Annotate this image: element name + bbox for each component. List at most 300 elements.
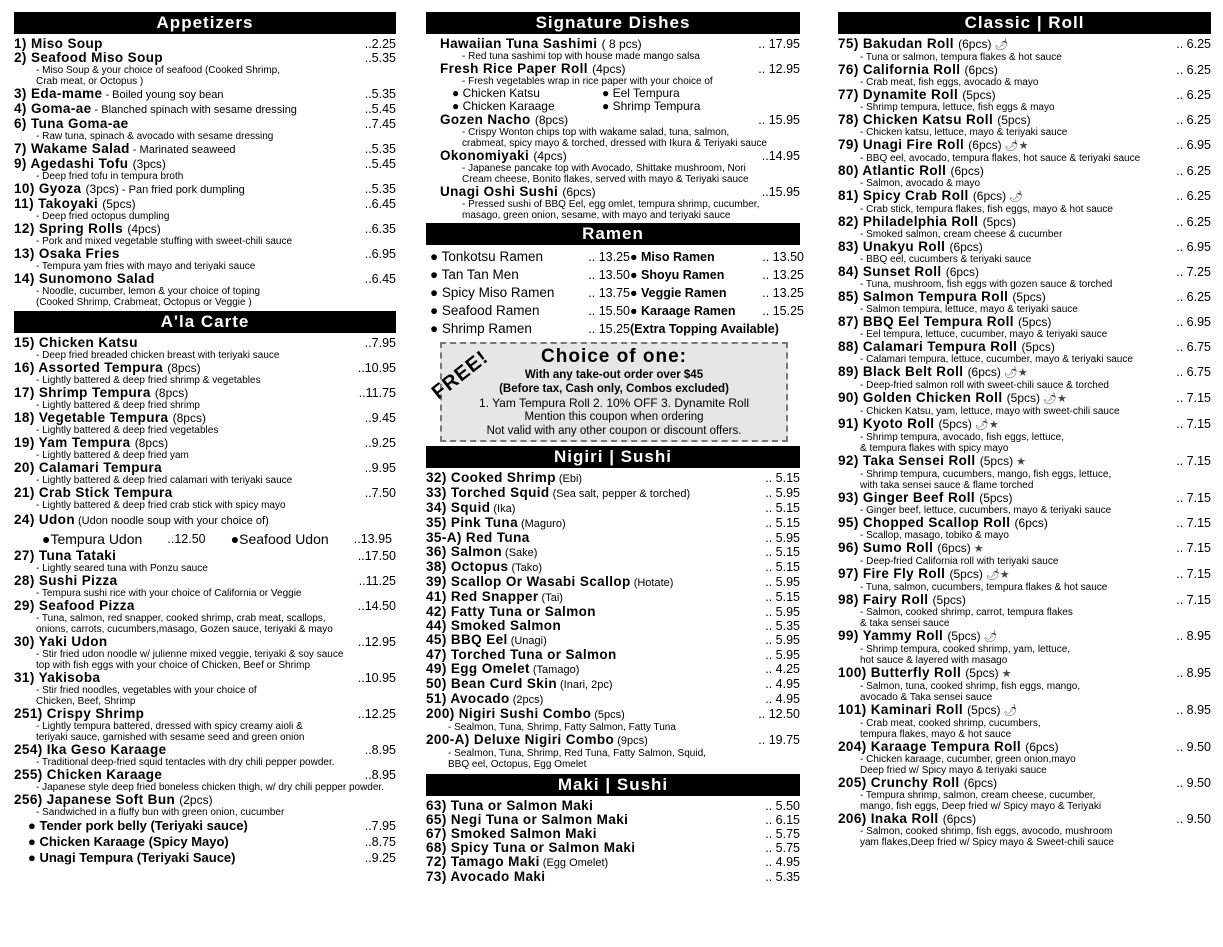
- item-description: - Lightly battered & deep fried crab stick with spicy mayo: [36, 500, 286, 511]
- item-line: [426, 855, 800, 870]
- menu-item: [426, 486, 800, 501]
- item-price: .. 7.15: [1176, 454, 1211, 468]
- item-line: [426, 619, 800, 633]
- item-title: 9) Agedashi Tofu (3pcs): [14, 156, 166, 171]
- item-name: Butterfly Roll: [870, 665, 962, 680]
- section-header-signature: Signature Dishes: [426, 12, 800, 34]
- item-number: 20: [14, 460, 30, 475]
- item-price: ..7.95: [364, 336, 396, 350]
- item-price: .. 6.95: [1176, 138, 1211, 152]
- coupon-line-2: (Before tax, Cash only, Combos excluded): [499, 383, 729, 395]
- item-number: 28: [14, 573, 30, 588]
- item-name: Gyoza: [38, 181, 82, 196]
- item-price: ..6.45: [364, 272, 396, 286]
- menu-item: [426, 62, 800, 87]
- item-name: Japanese Soft Bun: [46, 792, 176, 807]
- item-description: - Tempura shrimp, salmon, cream cheese, cucumber, mango, fish eggs, Deep fried w/ Spicy mayo & Teriyaki: [860, 790, 1102, 812]
- item-name: Philadelphia Roll: [862, 214, 979, 229]
- item-number: 49: [426, 661, 442, 676]
- item-title: 49) Egg Omelet: [426, 661, 530, 676]
- column-2: [426, 12, 804, 884]
- menu-item: [426, 707, 800, 733]
- item-line: [838, 189, 1211, 204]
- item-line: [838, 265, 1211, 279]
- item-name: Calamari Tempura Roll: [862, 339, 1018, 354]
- item-description: - Salmon, cooked shrimp, carrot, tempura flakes & taka sensei sauce: [860, 607, 1073, 629]
- menu-item: [838, 567, 1211, 593]
- item-price: ..5.45: [364, 157, 396, 171]
- item-title: 89) Black Belt Roll (6pcs): [838, 364, 1001, 379]
- item-number: 34: [426, 500, 442, 515]
- item-line: [838, 776, 1211, 790]
- item-price: ..11.25: [358, 574, 396, 588]
- item-description: - Tuna or salmon, tempura flakes & hot sauce: [860, 52, 1062, 63]
- item-name: Fatty Tuna or Salmon: [450, 604, 596, 619]
- item-title: 206) Inaka Roll (6pcs): [838, 811, 977, 826]
- item-line: [440, 37, 800, 51]
- menu-item: [14, 272, 396, 308]
- ramen-price: .. 15.25: [588, 322, 630, 336]
- item-title: 4) Goma-ae: [14, 101, 92, 116]
- item-line: [14, 599, 396, 613]
- item-line: [426, 531, 800, 545]
- item-name: Agedashi Tofu: [30, 156, 129, 171]
- item-number: 77: [838, 87, 854, 102]
- item-title: 80) Atlantic Roll (6pcs): [838, 163, 984, 178]
- item-quantity: (5pcs): [979, 454, 1014, 468]
- item-name: California Roll: [862, 62, 961, 77]
- spicy-star-icon: ★: [1001, 668, 1012, 680]
- item-line: [838, 812, 1211, 826]
- item-name: Shrimp Tempura: [38, 385, 151, 400]
- item-number: 63: [426, 798, 442, 813]
- item-description: - Noodle, cucumber, lemon & your choice of toping (Cooked Shrimp, Crabmeat, Octopus or Veggie ): [36, 286, 261, 308]
- item-name: Cooked Shrimp: [450, 470, 556, 485]
- item-line: [838, 567, 1211, 582]
- item-line: [14, 87, 396, 102]
- item-description: - Eel tempura, lettuce, cucumber, mayo & teriyaki sauce: [860, 329, 1108, 340]
- item-price: .. 7.15: [1176, 541, 1211, 555]
- spicy-star-icon: 🌶★: [1043, 393, 1067, 405]
- item-note: - Boiled young soy bean: [105, 89, 224, 101]
- menu-item: [838, 365, 1211, 391]
- item-description: - Chicken katsu, lettuce, mayo & teriyaki sauce: [860, 127, 1068, 138]
- item-description: - Salmon tempura, lettuce, mayo & teriyaki sauce: [860, 304, 1078, 315]
- item-price: ..11.75: [358, 386, 396, 400]
- ramen-name: ● Miso Ramen: [630, 250, 715, 264]
- item-description: - Tuna, salmon, red snapper, cooked shrimp, crab meat, scallops, onions, carrots, cucumbers,masago, Gozen sauce, teriyaki & mayo: [36, 613, 333, 635]
- item-price: .. 7.15: [1176, 516, 1211, 530]
- item-line: [14, 117, 396, 131]
- item-number: 254: [14, 742, 38, 757]
- item-quantity: (5pcs): [1018, 315, 1052, 329]
- item-price: ..2.25: [364, 37, 396, 51]
- item-line: [14, 635, 396, 649]
- bun-name: ● Chicken Karaage (Spicy Mayo): [28, 834, 229, 849]
- item-line: [14, 336, 396, 350]
- item-number: 19: [14, 435, 30, 450]
- menu-item: [14, 768, 396, 793]
- item-line: [426, 799, 800, 813]
- menu-item: [426, 531, 800, 545]
- item-price: .. 5.15: [765, 501, 800, 515]
- item-title: 32) Cooked Shrimp: [426, 470, 556, 485]
- item-quantity: (6pcs): [972, 189, 1007, 203]
- item-number: 251: [14, 706, 38, 721]
- item-line: [838, 593, 1211, 607]
- ramen-item: [630, 284, 804, 302]
- item-line: [838, 138, 1211, 153]
- item-number: 36: [426, 544, 442, 559]
- item-name: Goma-ae: [30, 101, 92, 116]
- item-title: 12) Spring Rolls (4pcs): [14, 221, 161, 236]
- item-price: .. 6.75: [1176, 365, 1211, 379]
- item-price: .. 5.15: [765, 471, 800, 485]
- section-header-nigiri: Nigiri | Sushi: [426, 446, 800, 468]
- item-price: .. 6.25: [1176, 189, 1211, 203]
- section-header-alacarte: A'la Carte: [14, 311, 396, 333]
- spicy-star-icon: 🌶★: [1004, 140, 1029, 152]
- item-note: (2pcs): [512, 694, 544, 706]
- menu-item: [838, 164, 1211, 189]
- item-title: 251) Crispy Shrimp: [14, 706, 145, 721]
- menu-item: [14, 117, 396, 142]
- item-title: 200-A) Deluxe Nigiri Combo: [426, 732, 615, 747]
- menu-item: [426, 855, 800, 870]
- menu-item: [14, 671, 396, 707]
- item-title: [440, 149, 567, 163]
- item-title: 205) Crunchy Roll (6pcs): [838, 775, 998, 790]
- item-price: .. 7.15: [1176, 491, 1211, 505]
- item-number: 200: [426, 706, 450, 721]
- item-title: 13) Osaka Fries: [14, 246, 120, 261]
- menu-item: [14, 707, 396, 743]
- item-title: 31) Yakisoba: [14, 670, 101, 685]
- item-name: Udon: [38, 512, 75, 527]
- item-quantity: (5pcs): [965, 666, 999, 680]
- item-line: [14, 743, 396, 757]
- item-name: Kyoto Roll: [862, 416, 935, 431]
- menu-item: [426, 516, 800, 531]
- item-line: [426, 545, 800, 560]
- coupon-line-5: Not valid with any other coupon or discount offers.: [486, 425, 742, 437]
- item-note: (Sake): [505, 547, 538, 559]
- item-line: [426, 841, 800, 855]
- item-line: [838, 703, 1211, 718]
- item-title: 75) Bakudan Roll (6pcs): [838, 36, 992, 51]
- item-title: 10) Gyoza (3pcs): [14, 181, 119, 196]
- item-price: ..5.35: [364, 182, 396, 196]
- item-description: - Traditional deep-fried squid tentacles with dry chili pepper powder.: [36, 757, 335, 768]
- item-title: 81) Spicy Crab Roll (6pcs): [838, 188, 1007, 203]
- item-description: - Shrimp tempura, cucumbers, mango, fish eggs, lettuce, with taka sensei sauce & flame torched: [860, 469, 1112, 491]
- item-number: 31: [14, 670, 30, 685]
- section-header-classic-roll: Classic | Roll: [838, 12, 1211, 34]
- menu-item: [838, 666, 1211, 703]
- rice-paper-option: ● Eel Tempura: [602, 86, 680, 100]
- item-number: 2: [14, 50, 22, 65]
- item-title: 84) Sunset Roll (6pcs): [838, 264, 980, 279]
- item-name: Black Belt Roll: [862, 364, 964, 379]
- item-line: [426, 648, 800, 662]
- ramen-item: [630, 248, 804, 266]
- item-price: .. 7.25: [1176, 265, 1211, 279]
- item-note: (9pcs): [617, 735, 648, 747]
- item-number: 51: [426, 691, 442, 706]
- item-name: Seafood Miso Soup: [30, 50, 164, 65]
- item-description: - Raw tuna, spinach & avocado with sesame dressing: [36, 131, 274, 142]
- item-price: .. 7.15: [1176, 417, 1211, 431]
- spicy-star-icon: ★: [1016, 456, 1026, 468]
- item-title: 27) Tuna Tataki: [14, 548, 117, 563]
- item-quantity: (8pcs): [172, 411, 206, 425]
- menu-item: [426, 692, 800, 707]
- item-title: 256) Japanese Soft Bun (2pcs): [14, 792, 213, 807]
- udon-option-tempura: ●Tempura Udon: [42, 531, 143, 547]
- item-description: - Tuna, salmon, cucumbers, tempura flakes & hot sauce: [860, 582, 1108, 593]
- ramen-item: [630, 302, 804, 320]
- item-name: Sunset Roll: [862, 264, 942, 279]
- item-line: [838, 391, 1211, 406]
- item-price: .. 9.50: [1176, 776, 1211, 790]
- item-name: BBQ Eel Tempura Roll: [862, 314, 1014, 329]
- item-title: 82) Philadelphia Roll (5pcs): [838, 214, 1016, 229]
- item-price: .. 6.25: [1176, 37, 1211, 51]
- item-price: .. 6.25: [1176, 113, 1211, 127]
- item-name: Karaage Tempura Roll: [870, 739, 1022, 754]
- item-number: 10: [14, 181, 30, 196]
- item-description: - Japanese pancake top with Avocado, Shittake mushroom, Nori Cream cheese, Bonito flakes, served with mayo & Teriyaki sauce: [462, 163, 749, 185]
- menu-item: [14, 157, 396, 182]
- menu-item: [426, 149, 800, 185]
- item-quantity: (4pcs): [592, 62, 626, 76]
- item-number: 256: [14, 792, 38, 807]
- menu-item: [426, 575, 800, 590]
- item-name: Vegetable Tempura: [38, 410, 169, 425]
- item-description: - Salmon, tuna, cooked shrimp, fish eggs, mango, avocado & Taka sensei sauce: [860, 681, 1081, 703]
- ramen-price: .. 13.50: [762, 250, 804, 264]
- menu-item: [14, 37, 396, 51]
- item-line: [14, 436, 396, 450]
- ramen-item: [630, 266, 804, 284]
- ramen-name: ● Veggie Ramen: [630, 286, 727, 300]
- item-price: .. 8.95: [1176, 629, 1211, 643]
- item-price: .. 6.95: [1176, 315, 1211, 329]
- item-description: - Crab meat, fish eggs, avocado & mayo: [860, 77, 1039, 88]
- item-line: [14, 411, 396, 425]
- spicy-star-icon: 🌶: [1003, 705, 1018, 717]
- item-title: 72) Tamago Maki: [426, 854, 540, 869]
- bun-option: [14, 850, 396, 866]
- item-note: (Sea salt, pepper & torched): [552, 488, 691, 500]
- item-title: 45) BBQ Eel: [426, 632, 508, 647]
- item-name: Sumo Roll: [862, 540, 934, 555]
- item-line: [14, 142, 396, 157]
- item-name: Tuna Tataki: [38, 548, 117, 563]
- alacarte-list-2: [14, 549, 396, 818]
- item-description: - Miso Soup & your choice of seafood (Cooked Shrimp, Crab meat, or Octopus ): [36, 65, 281, 87]
- item-number: 44: [426, 618, 442, 633]
- item-number: 35: [426, 515, 442, 530]
- item-title: 3) Eda-mame: [14, 86, 103, 101]
- item-name: Spicy Crab Roll: [862, 188, 969, 203]
- item-number: 6: [14, 116, 22, 131]
- item-name: Smoked Salmon: [450, 618, 562, 633]
- item-title: 76) California Roll (6pcs): [838, 62, 998, 77]
- item-number: 78: [838, 112, 854, 127]
- item-note: (Tako): [511, 562, 542, 574]
- item-title: 79) Unagi Fire Roll (6pcs): [838, 137, 1002, 152]
- item-quantity: (6pcs): [968, 138, 1002, 152]
- coupon-title: Choice of one:: [541, 346, 687, 367]
- item-name: Salmon: [450, 544, 503, 559]
- item-title: 47) Torched Tuna or Salmon: [426, 647, 617, 662]
- item-description: - Crispy Wonton chips top with wakame salad, tuna, salmon, crabmeat, spicy mayo & torched, dressed with Ikura & Teriyaki sauce: [462, 127, 767, 149]
- item-number: 100: [838, 665, 862, 680]
- menu-item: [14, 793, 396, 818]
- menu-item: [838, 138, 1211, 164]
- item-price: .. 6.75: [1176, 340, 1211, 354]
- item-price: .. 4.95: [765, 855, 800, 869]
- item-price: ..14.95: [761, 149, 800, 163]
- menu-item: [838, 315, 1211, 340]
- item-name: Seafood Pizza: [38, 598, 135, 613]
- item-note: (Unagi): [510, 635, 547, 647]
- coupon-free-label: FREE!: [427, 346, 493, 404]
- item-name: Octopus: [450, 559, 509, 574]
- menu-item: [838, 812, 1211, 848]
- item-quantity: (6pcs): [958, 37, 992, 51]
- item-number: 80: [838, 163, 854, 178]
- menu-item: [14, 461, 396, 486]
- spicy-star-icon: 🌶★: [974, 419, 999, 431]
- ramen-name: ● Spicy Miso Ramen: [430, 285, 555, 300]
- ramen-name: ● Shoyu Ramen: [630, 268, 725, 282]
- menu-item: [838, 290, 1211, 315]
- menu-item: [838, 776, 1211, 812]
- menu-item: [838, 215, 1211, 240]
- item-number: 27: [14, 548, 30, 563]
- item-quantity: (8pcs): [534, 113, 569, 127]
- item-description: - Pressed sushi of BBQ Eel, egg omlet, tempura shrimp, cucumber, masago, green onion, sesame, with mayo and teriyaki sauce: [462, 199, 760, 221]
- menu-item: [14, 182, 396, 197]
- ramen-name: ● Shrimp Ramen: [430, 321, 532, 336]
- item-number: 50: [426, 676, 442, 691]
- item-title: 85) Salmon Tempura Roll (5pcs): [838, 289, 1046, 304]
- item-price: .. 4.95: [765, 692, 800, 706]
- classic-roll-list: [838, 37, 1211, 848]
- item-price: .. 6.95: [1176, 240, 1211, 254]
- item-price: ..5.35: [364, 87, 396, 101]
- item-name: Crab Stick Tempura: [38, 485, 173, 500]
- item-title: 7) Wakame Salad: [14, 141, 130, 156]
- item-number: 39: [426, 574, 442, 589]
- menu-item: [426, 827, 800, 841]
- ramen-name: (Extra Topping Available): [630, 322, 779, 336]
- item-quantity: (5pcs): [982, 215, 1016, 229]
- item-title: 11) Takoyaki (5pcs): [14, 196, 136, 211]
- item-title: 91) Kyoto Roll (5pcs): [838, 416, 972, 431]
- item-name: Egg Omelet: [450, 661, 530, 676]
- item-quantity: (5pcs): [967, 703, 1001, 717]
- bun-option: [14, 834, 396, 850]
- item-title: 83) Unakyu Roll (6pcs): [838, 239, 983, 254]
- menu-item: [426, 813, 800, 827]
- item-title: 78) Chicken Katsu Roll (5pcs): [838, 112, 1031, 127]
- item-note: (Hotate): [633, 577, 674, 589]
- menu-item: [14, 142, 396, 157]
- item-title: 18) Vegetable Tempura (8pcs): [14, 410, 206, 425]
- menu-item: [426, 545, 800, 560]
- item-line: [838, 365, 1211, 380]
- menu-item: [838, 189, 1211, 215]
- item-line: [14, 182, 396, 197]
- item-description: - Tuna, mushroom, fish eggs with gozen sauce & torched: [860, 279, 1113, 290]
- item-name: Okonomiyaki: [440, 148, 530, 163]
- item-name: Calamari Tempura: [38, 460, 163, 475]
- item-price: ..9.25: [364, 436, 396, 450]
- column-1: [14, 12, 396, 866]
- menu-item: [838, 240, 1211, 265]
- item-line: [838, 541, 1211, 556]
- item-price: .. 8.95: [1176, 703, 1211, 717]
- item-name: Yam Tempura: [38, 435, 131, 450]
- spicy-star-icon: 🌶: [983, 631, 998, 643]
- item-quantity: (5pcs): [947, 629, 981, 643]
- item-description: - Deep fried breaded chicken breast with teriyaki sauce: [36, 350, 280, 361]
- item-number: 29: [14, 598, 30, 613]
- item-title: 2) Seafood Miso Soup: [14, 50, 164, 65]
- item-title: 77) Dynamite Roll (5pcs): [838, 87, 996, 102]
- item-name: Nigiri Sushi Combo: [458, 706, 592, 721]
- menu-item: [14, 197, 396, 222]
- item-description: - Salmon, avocado & mayo: [860, 178, 981, 189]
- item-number: 76: [838, 62, 854, 77]
- item-number: 95: [838, 515, 854, 530]
- rice-paper-option: ● Chicken Karaage: [452, 99, 555, 113]
- item-title: 38) Octopus: [426, 559, 509, 574]
- item-title: [440, 113, 568, 127]
- item-number: 73: [426, 869, 442, 884]
- menu-item: [838, 340, 1211, 365]
- item-description: - Stir fried noodles, vegetables with your choice of Chicken, Beef, Shrimp: [36, 685, 257, 707]
- item-number: 15: [14, 335, 30, 350]
- menu-item: [838, 629, 1211, 666]
- item-name: Tuna or Salmon Maki: [450, 798, 594, 813]
- spicy-star-icon: 🌶★: [1003, 367, 1028, 379]
- menu-item: [838, 265, 1211, 290]
- item-number: 13: [14, 246, 30, 261]
- item-name: Yaki Udon: [38, 634, 108, 649]
- item-title: [440, 185, 596, 199]
- menu-item: [14, 336, 396, 361]
- item-description: - Lightly tempura battered, dressed with spicy creamy aioli & teriyaki sauce, garnished with sesame seed and green onion: [36, 721, 305, 743]
- ramen-name: ● Karaage Ramen: [630, 304, 736, 318]
- item-title: 29) Seafood Pizza: [14, 598, 135, 613]
- coupon-box: [427, 342, 788, 442]
- item-name: Spicy Tuna or Salmon Maki: [450, 840, 636, 855]
- item-name: Fresh Rice Paper Roll: [440, 61, 588, 76]
- item-line: [440, 62, 800, 76]
- appetizers-list: [14, 37, 396, 308]
- item-line: [838, 340, 1211, 354]
- item-number: 35-A: [426, 530, 457, 545]
- item-description: - Sandwiched in a fluffy bun with green onion, cucumber: [36, 807, 285, 818]
- item-description: - Ginger beef, lettuce, cucumbers, mayo & teriyaki sauce: [860, 505, 1112, 516]
- ramen-price: .. 13.25: [762, 268, 804, 282]
- coupon-line-1: With any take-out order over $45: [524, 369, 704, 381]
- item-number: 101: [838, 702, 862, 717]
